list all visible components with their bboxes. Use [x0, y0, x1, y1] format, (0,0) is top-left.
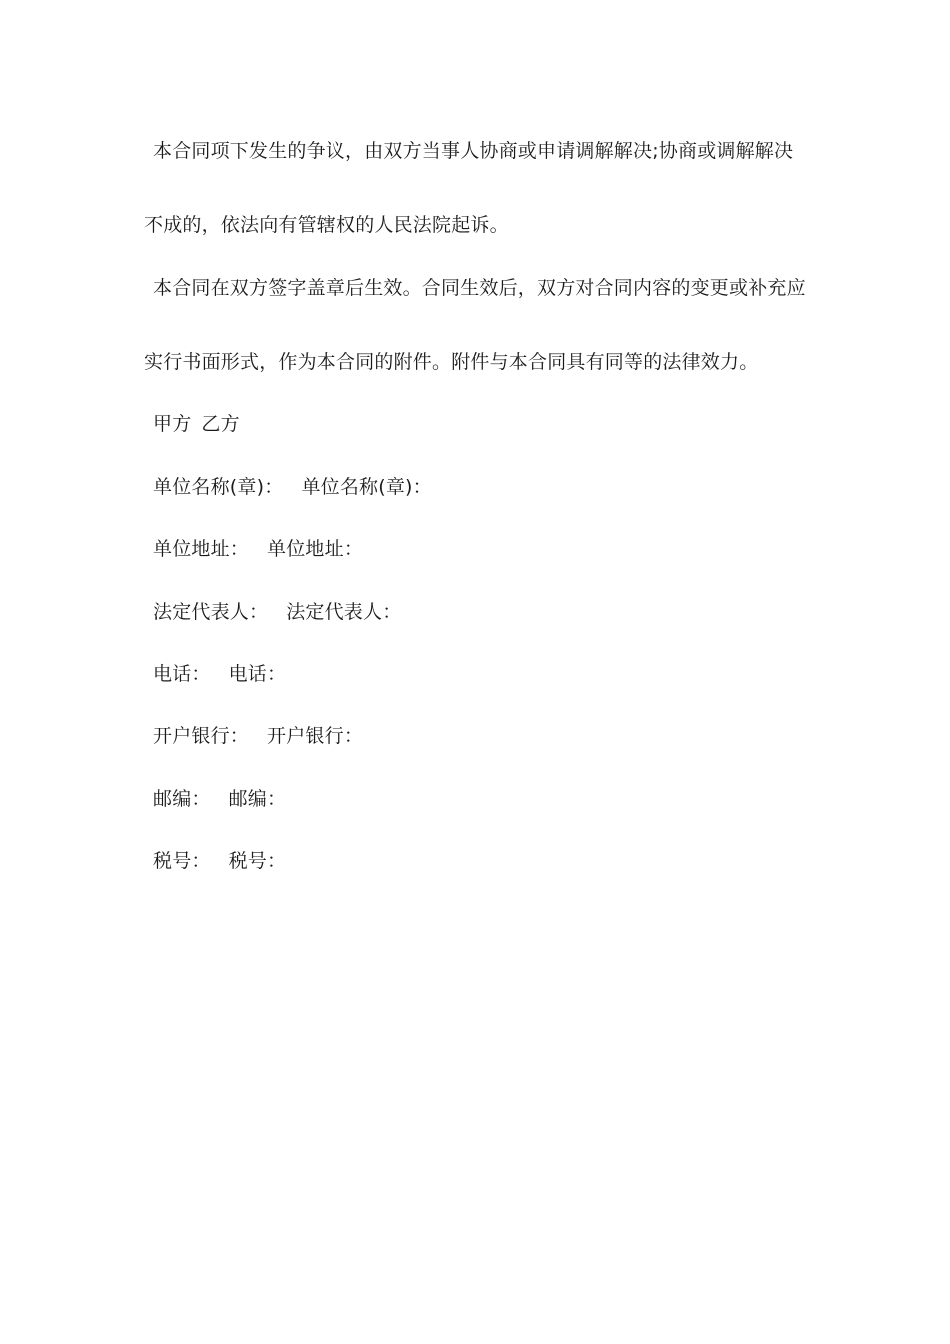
- party-a-postcode-label: 邮编：: [153, 788, 211, 810]
- party-b-legal-rep-label: 法定代表人：: [286, 601, 402, 623]
- effectiveness-clause-line-2: 实行书面形式，作为本合同的附件。附件与本合同具有同等的法律效力。: [144, 351, 759, 373]
- field-row-bank: [153, 724, 363, 748]
- field-row-company-address: [153, 537, 363, 561]
- party-header-row: [153, 412, 240, 436]
- party-b-label: 乙方: [201, 413, 240, 435]
- party-a-address-label: 单位地址：: [153, 538, 250, 560]
- party-a-tax-id-label: 税号：: [153, 850, 211, 872]
- dispute-clause-line-1: 本合同项下发生的争议，由双方当事人协商或申请调解解决;协商或调解解决: [153, 140, 794, 162]
- field-row-postcode: [153, 787, 286, 811]
- party-a-bank-label: 开户银行：: [153, 725, 250, 747]
- party-b-company-name-label: 单位名称(章)：: [301, 476, 432, 498]
- party-b-postcode-label: 邮编：: [228, 788, 287, 810]
- party-b-phone-label: 电话：: [228, 663, 287, 685]
- party-a-legal-rep-label: 法定代表人：: [153, 601, 269, 623]
- field-row-company-name: [153, 475, 432, 499]
- effectiveness-clause-line-1: 本合同在双方签字盖章后生效。合同生效后，双方对合同内容的变更或补充应: [153, 277, 806, 299]
- party-b-tax-id-label: 税号：: [228, 850, 287, 872]
- party-a-company-name-label: 单位名称(章)：: [153, 476, 284, 498]
- field-row-legal-representative: [153, 600, 401, 624]
- party-a-label: 甲方: [153, 413, 192, 435]
- dispute-clause-line-2: 不成的，依法向有管辖权的人民法院起诉。: [144, 214, 509, 236]
- party-a-phone-label: 电话：: [153, 663, 211, 685]
- field-row-phone: [153, 662, 286, 686]
- field-row-tax-id: [153, 849, 286, 873]
- party-b-address-label: 单位地址：: [267, 538, 364, 560]
- party-b-bank-label: 开户银行：: [267, 725, 364, 747]
